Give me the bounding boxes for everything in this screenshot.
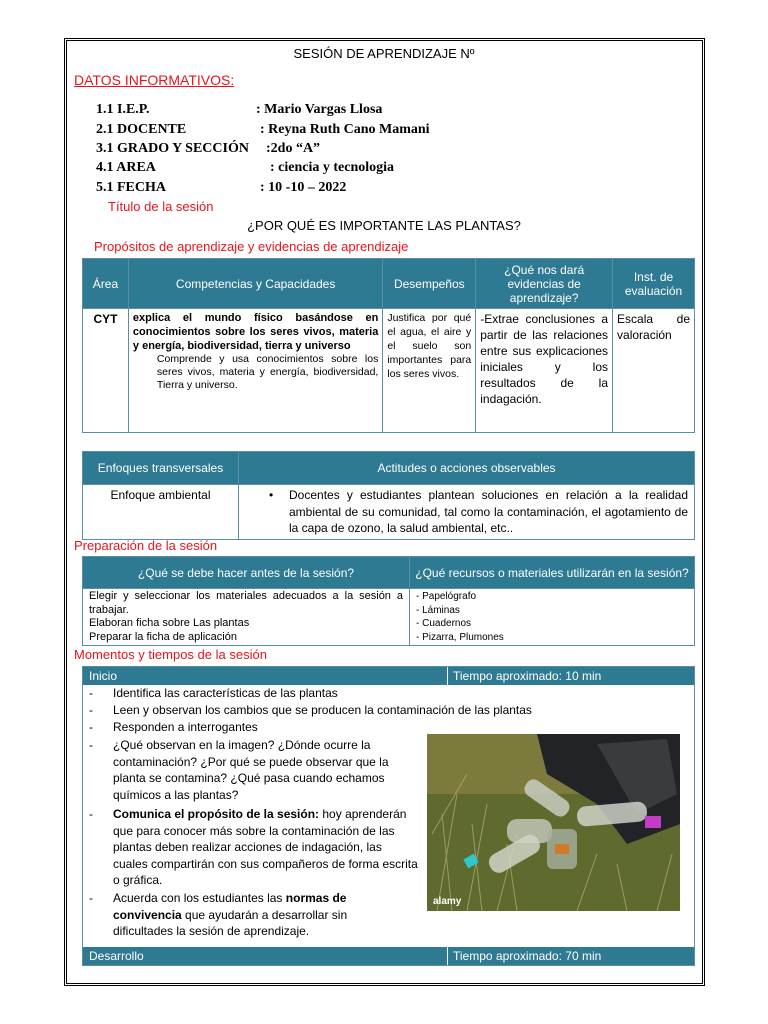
momentos-box: Inicio Tiempo aproximado: 10 min - Identifica las características de las plantas - Leen y observan los cambios que se producen la contaminación de las plantas - Responden a interrogantes - ¿Qué observan en la imagen? ¿Dónde ocurre la contaminación? ¿Por qué se puede observar que la planta se contamina? ¿Qué pasa cuando echamos químicos a las plantas? - Comunica el propósito de la sesión: hoy aprenderán que para conocer más sobre la contaminación de las plantas deben realizar acciones de indagación, las cuales compartirán con sus compañeros de forma escrita o gráfica. - Acuerda con los estudiantes las normas de convivencia que ayudarán a desarrollar sin dificultades la sesión de aprendizaje. Desarrollo Tiempo aproximado: 70 min — [82, 666, 695, 966]
competencias-table — [82, 258, 695, 433]
datos-informativos-label: DATOS INFORMATIVOS: — [74, 72, 235, 88]
antes-item: Preparar la ficha de aplicación — [89, 630, 237, 643]
actitud-cell — [239, 485, 695, 540]
instrumento-cell: Escala de valoración — [613, 309, 695, 433]
header-desempenos: Desempeños — [383, 259, 476, 309]
evidencia-cell: -Extrae conclusiones a partir de las relaciones entre sus explicaciones iniciales y los resultados de la indagación. — [476, 309, 613, 433]
bottles-in-grass-image — [427, 734, 680, 911]
recursos-cell — [410, 589, 695, 646]
recurso-item: - Láminas — [416, 604, 460, 616]
preparacion-label: Preparación de la sesión — [74, 538, 218, 553]
antes-item: Elaboran ficha sobre Las plantas — [89, 617, 250, 629]
normas-bold: normas de convivencia — [113, 891, 347, 922]
antes-item: Elegir y seleccionar los materiales adecuados a la sesión a trabajar. — [89, 590, 403, 616]
header-area: Área — [83, 259, 129, 309]
recurso-item: - Pizarra, Plumones — [416, 631, 504, 643]
capacidad-text: Comprende y usa conocimientos sobre los seres vivos, materia y energía, biodiversidad, Tierra y universo. — [156, 353, 379, 391]
titulo-sesion-label: Título de la sesión — [108, 199, 214, 214]
enfoques-table — [82, 451, 695, 540]
momentos-label: Momentos y tiempos de la sesión — [74, 647, 267, 662]
proposito-bold: Comunica el propósito de la sesión: — [113, 807, 320, 821]
desarrollo-bar — [83, 947, 694, 965]
preparacion-table — [82, 556, 695, 646]
antes-cell — [83, 589, 410, 646]
session-title-header: SESIÓN DE APRENDIZAJE Nº — [293, 46, 475, 61]
inicio-time: Tiempo aproximado: 10 min — [453, 669, 602, 683]
header-enfoques: Enfoques transversales — [83, 452, 239, 485]
header-recursos: ¿Qué recursos o materiales utilizarán en la sesión? — [410, 557, 695, 589]
session-main-title: ¿POR QUÉ ES IMPORTANTE LAS PLANTAS? — [247, 218, 521, 233]
actitud-text: Docentes y estudiantes plantean soluciones en relación a la realidad ambiental de su comunidad, tal como la contaminación, el agotamiento de la capa de ozono, la salud ambiental, etc.. — [289, 488, 688, 535]
photo-watermark: alamy — [433, 896, 462, 907]
desarrollo-time: Tiempo aproximado: 70 min — [453, 949, 602, 963]
enfoque-cell: Enfoque ambiental — [83, 485, 239, 540]
competencia-cell — [128, 309, 382, 433]
desarrollo-label: Desarrollo — [89, 949, 144, 963]
inicio-bar — [83, 667, 694, 685]
area-cell: CYT — [83, 309, 129, 433]
recurso-item: - Papelógrafo — [416, 591, 477, 602]
header-competencias: Competencias y Capacidades — [128, 259, 382, 309]
header-antes: ¿Qué se debe hacer antes de la sesión? — [83, 557, 410, 589]
header-evidencias: ¿Qué nos dará evidencias de aprendizaje? — [476, 259, 613, 309]
header-instrumento: Inst. de evaluación — [613, 259, 695, 309]
desempeno-cell: Justifica por qué el agua, el aire y el suelo son importantes para los seres vivos. — [383, 309, 476, 433]
recurso-item: - Cuadernos — [416, 618, 472, 629]
propositos-label: Propósitos de aprendizaje y evidencias de aprendizaje — [94, 239, 409, 254]
competencia-text: explica el mundo físico basándose en conocimientos sobre los seres vivos, materia y energía, biodiversidad, tierra y universo — [132, 312, 379, 352]
header-actitudes: Actitudes o acciones observables — [239, 452, 695, 485]
inicio-label: Inicio — [89, 669, 118, 683]
contamination-photo — [427, 734, 680, 911]
bullet: • — [269, 488, 274, 502]
